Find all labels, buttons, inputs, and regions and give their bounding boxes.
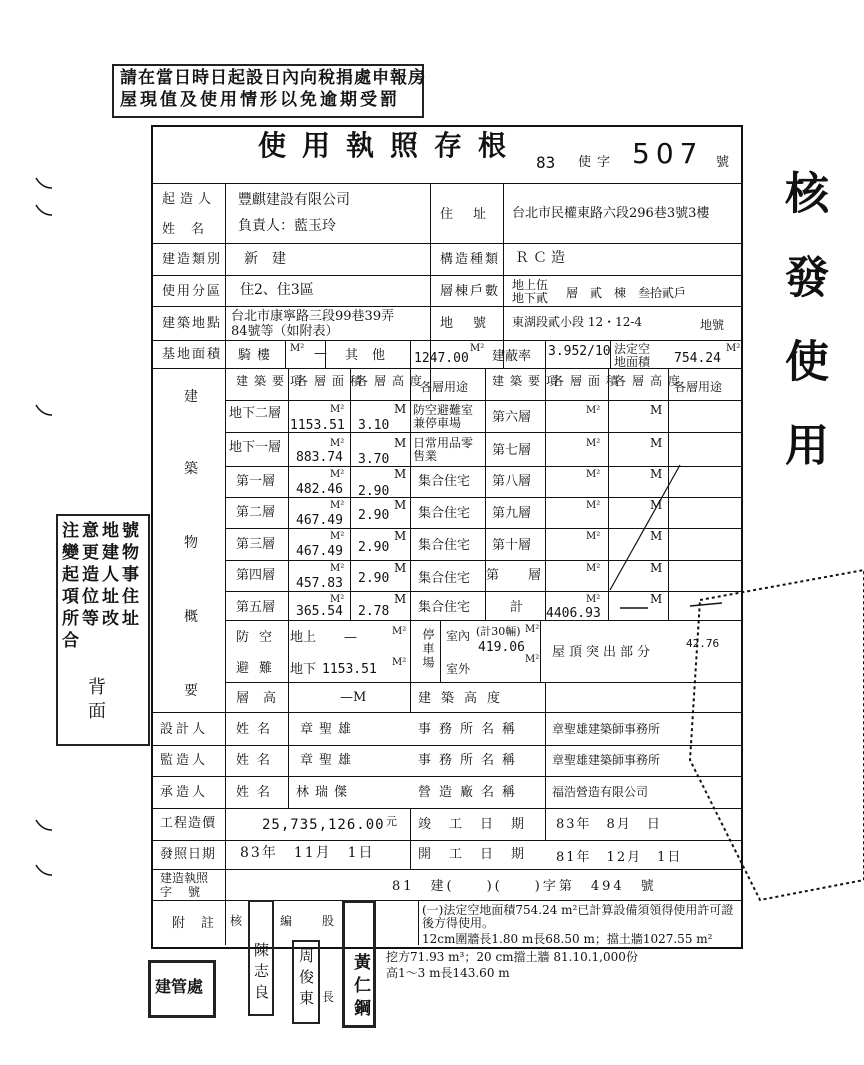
designer-name: 章聖雄 bbox=[300, 722, 358, 737]
floor-name-right: 第十層 bbox=[492, 538, 532, 553]
shelter-below-unit: M² bbox=[392, 657, 407, 668]
floor-name-right: 第九層 bbox=[492, 506, 532, 521]
supervisor-office-label: 事務所名稱 bbox=[418, 753, 524, 768]
floor-name: 地下二層 bbox=[229, 406, 282, 421]
site-value-1: 台北市康寧路三段99巷39弄 bbox=[231, 309, 395, 324]
category-value: 新建 bbox=[244, 251, 300, 267]
site-value-2: 84號等（如附表） bbox=[231, 324, 339, 339]
remarks-line-2: 12cm圍牆長1.80 m長68.50 m；擋土牆1027.55 m² bbox=[422, 932, 713, 946]
area-unit: M² bbox=[330, 500, 345, 511]
remarks-line-4: 高1～3 m長143.60 m bbox=[386, 966, 510, 980]
punch-mark bbox=[36, 820, 52, 830]
floor-name: 地下一層 bbox=[229, 440, 282, 455]
floor-name-right: 第八層 bbox=[492, 474, 532, 489]
tax-notice-line1: 請在當日時日起設日內向稅捐處申報房 bbox=[120, 68, 426, 88]
roof-label: 屋頂突出部分 bbox=[552, 645, 655, 660]
lot-suffix: 地號 bbox=[700, 318, 725, 332]
header-use-right: 各層用途 bbox=[674, 380, 723, 394]
height-unit: M bbox=[394, 561, 407, 575]
height-row-value: —M bbox=[340, 690, 367, 705]
applicant-representative: 負責人：藍玉玲 bbox=[238, 218, 336, 234]
floor-name: 第一層 bbox=[236, 474, 276, 489]
punch-mark bbox=[36, 205, 52, 215]
height-unit: M bbox=[650, 498, 663, 512]
summary-char-2: 築 bbox=[184, 461, 198, 477]
other-value: 1247.00 bbox=[414, 351, 469, 366]
start-date: 81年 12月 1日 bbox=[556, 850, 683, 865]
designer-office-label: 事務所名稱 bbox=[418, 722, 524, 737]
issue-date: 83年 11月 1日 bbox=[240, 845, 375, 861]
shelter-label-b: 避難 bbox=[236, 661, 283, 676]
parking-outdoor-unit: M² bbox=[525, 654, 540, 665]
header-height-right: 各層高度 bbox=[614, 374, 687, 388]
zone-label: 使用分區 bbox=[162, 284, 223, 299]
signoff-chief: 長 bbox=[322, 990, 335, 1004]
license-year: 83 bbox=[536, 153, 556, 172]
floor-area: 467.49 bbox=[296, 544, 343, 559]
area-unit: M² bbox=[330, 563, 345, 574]
height-unit: M bbox=[650, 529, 663, 543]
floor-use: 日常用品零售業 bbox=[413, 436, 474, 463]
total-area: 4406.93 bbox=[546, 606, 601, 621]
floor-area: 482.46 bbox=[296, 482, 343, 497]
floor-name-right: 第七層 bbox=[492, 443, 532, 458]
other-unit: M² bbox=[470, 343, 485, 354]
supervisor-office: 章聖雄建築師事務所 bbox=[552, 753, 661, 767]
summary-char-3: 物 bbox=[184, 535, 198, 551]
summary-char-1: 建 bbox=[184, 389, 198, 405]
floor-name: 第二層 bbox=[236, 505, 276, 520]
floor-use: 集合住宅 bbox=[418, 474, 471, 489]
legal-value: 754.24 bbox=[674, 351, 721, 366]
applicant-address: 台北市民權東路六段296巷3號3樓 bbox=[512, 206, 710, 221]
parking-indoor-label: 室內 bbox=[446, 629, 471, 643]
stamp-smudge bbox=[690, 570, 864, 900]
finish-label: 竣工日期 bbox=[418, 817, 543, 832]
signoff-check: 核 bbox=[230, 914, 243, 928]
license-number: 507 bbox=[632, 137, 704, 170]
signature-name-1: 陳志良 bbox=[252, 942, 270, 1005]
area-unit: M² bbox=[586, 531, 601, 542]
shelter-below-value: 1153.51 bbox=[322, 662, 377, 677]
height-unit: M bbox=[650, 403, 663, 417]
issue-label: 發照日期 bbox=[160, 847, 217, 862]
legal-label-b: 地面積 bbox=[614, 355, 651, 369]
address-label: 住址 bbox=[440, 207, 507, 222]
floor-name: 第五層 bbox=[236, 600, 276, 615]
cost-label: 工程造價 bbox=[160, 816, 217, 831]
area-unit: M² bbox=[330, 594, 345, 605]
contractor-office: 福浩營造有限公司 bbox=[552, 785, 649, 799]
header-use: 各層用途 bbox=[420, 380, 469, 394]
arcade-value: — bbox=[314, 346, 327, 361]
lot-label: 地號 bbox=[440, 316, 507, 331]
license-suffix: 號 bbox=[716, 155, 730, 170]
parking-indoor-unit: M² bbox=[525, 624, 540, 635]
supervisor-name: 章聖雄 bbox=[300, 753, 358, 768]
area-unit: M² bbox=[330, 531, 345, 542]
cost-unit: 元 bbox=[386, 815, 397, 828]
floor-height: 2.90 bbox=[358, 540, 390, 555]
floor-use: 集合住宅 bbox=[418, 506, 471, 521]
header-area-right: 各層面積 bbox=[552, 374, 625, 388]
permit-label-b: 字號 bbox=[160, 885, 217, 899]
coverage-label: 建蔽率 bbox=[492, 349, 532, 364]
floor-height: 3.70 bbox=[358, 452, 390, 467]
floor-name-right: 計 bbox=[510, 600, 524, 615]
height-unit: M bbox=[650, 592, 663, 606]
floor-area: 457.83 bbox=[296, 576, 343, 591]
floor-area: 883.74 bbox=[296, 450, 343, 465]
finish-date: 83年 8月 日 bbox=[556, 817, 662, 832]
shelter-below-label: 地下 bbox=[290, 662, 317, 677]
floor-height: 2.90 bbox=[358, 484, 390, 499]
area-unit: M² bbox=[586, 405, 601, 416]
shelter-above-unit: M² bbox=[392, 626, 407, 637]
floor-area: 467.49 bbox=[296, 513, 343, 528]
header-height: 各層高度 bbox=[356, 374, 429, 388]
right-edge-text: 核發使用 bbox=[777, 170, 828, 506]
structure-value: ＲＣ造 bbox=[515, 250, 569, 266]
remarks-line-3: 挖方71.93 m³；20 cm擋土牆 81.10.1,000份 bbox=[386, 950, 638, 964]
dash-mark bbox=[690, 603, 722, 606]
summary-char-5: 要 bbox=[184, 683, 198, 699]
floor-use: 集合住宅 bbox=[418, 538, 471, 553]
legal-unit: M² bbox=[726, 343, 741, 354]
site-label: 建築地點 bbox=[162, 316, 223, 331]
cost-value: 25,735,126.00 bbox=[262, 817, 385, 833]
building-height-label: 建築高度 bbox=[418, 691, 511, 706]
other-label: 其他 bbox=[345, 348, 400, 363]
contractor-office-label: 營造廠名稱 bbox=[418, 785, 524, 800]
signoff-stock: 股 bbox=[322, 914, 335, 928]
license-word: 使字 bbox=[578, 155, 617, 170]
supervisor-name-label: 姓名 bbox=[236, 753, 279, 768]
floor-use: 集合住宅 bbox=[418, 600, 471, 615]
roof-value: 42.76 bbox=[686, 637, 720, 650]
floors-up: 地上伍 bbox=[512, 278, 549, 292]
summary-char-4: 概 bbox=[184, 609, 198, 625]
height-unit: M bbox=[394, 529, 407, 543]
arcade-label: 騎樓 bbox=[238, 348, 277, 363]
cancel-diagonal bbox=[610, 465, 680, 590]
floors-down: 地下貳 bbox=[512, 291, 549, 305]
height-unit: M bbox=[394, 498, 407, 512]
floors-label: 層棟戶數 bbox=[440, 284, 501, 299]
applicant-label-bottom: 姓名 bbox=[162, 222, 221, 237]
height-unit: M bbox=[650, 561, 663, 575]
tax-notice-line2: 屋現值及使用情形以免逾期受罰 bbox=[120, 90, 400, 110]
signature-name-2: 周俊東 bbox=[297, 948, 315, 1011]
coverage-value: 3.952/10 bbox=[548, 344, 611, 359]
signoff-edit: 編 bbox=[280, 914, 293, 928]
height-unit: M bbox=[394, 436, 407, 450]
structure-label: 構造種類 bbox=[440, 252, 501, 267]
floor-name-right: 第 層 bbox=[486, 568, 550, 583]
area-unit: M² bbox=[330, 438, 345, 449]
header-items-right: 建築要項 bbox=[492, 374, 565, 388]
contractor-name-label: 姓名 bbox=[236, 785, 279, 800]
floor-name-right: 第六層 bbox=[492, 410, 532, 425]
height-unit: M bbox=[394, 467, 407, 481]
floor-height: 2.78 bbox=[358, 604, 390, 619]
floor-name: 第四層 bbox=[236, 568, 276, 583]
area-label: 基地面積 bbox=[162, 347, 223, 362]
applicant-label-top: 起造人 bbox=[162, 192, 217, 207]
contractor-role: 承造人 bbox=[160, 785, 209, 800]
floor-height: 2.90 bbox=[358, 571, 390, 586]
page-title: 使用執照存根 bbox=[258, 129, 523, 162]
punch-mark bbox=[36, 178, 52, 188]
parking-indoor-value: (計30輛) bbox=[476, 625, 521, 638]
floor-use: 集合住宅 bbox=[418, 571, 471, 586]
zone-value: 住2、住3區 bbox=[240, 282, 314, 298]
designer-office: 章聖雄建築師事務所 bbox=[552, 722, 661, 736]
remarks-label: 附註 bbox=[172, 916, 231, 931]
side-note-text: 注意地號變更建物起造人事項位址住所等改址合 bbox=[62, 521, 142, 651]
supervisor-role: 監造人 bbox=[160, 753, 209, 768]
parking-indoor-area: 419.06 bbox=[478, 640, 525, 655]
shelter-above-label: 地上 bbox=[290, 630, 317, 645]
floors-value: 層 貳 棟 叁拾貳戶 bbox=[566, 286, 687, 300]
shelter-label-a: 防空 bbox=[236, 630, 283, 645]
area-unit: M² bbox=[586, 594, 601, 605]
designer-role: 設計人 bbox=[160, 722, 209, 737]
area-unit: M² bbox=[586, 500, 601, 511]
height-unit: M bbox=[394, 592, 407, 606]
area-unit: M² bbox=[586, 438, 601, 449]
permit-value: 81 建( )( )字第 494 號 bbox=[392, 879, 657, 894]
punch-mark bbox=[36, 865, 52, 875]
punch-mark bbox=[36, 405, 52, 415]
floor-area: 1153.51 bbox=[290, 418, 345, 433]
contractor-name: 林瑞傑 bbox=[296, 785, 354, 800]
area-unit: M² bbox=[586, 563, 601, 574]
shelter-above-value: — bbox=[344, 630, 357, 645]
permit-label-a: 建造執照 bbox=[160, 871, 209, 885]
designer-name-label: 姓名 bbox=[236, 722, 279, 737]
height-unit: M bbox=[650, 436, 663, 450]
floor-height: 3.10 bbox=[358, 418, 390, 433]
side-note-back: 背面 bbox=[88, 677, 112, 722]
category-label: 建造類別 bbox=[162, 252, 223, 267]
floor-height: 2.90 bbox=[358, 508, 390, 523]
header-items: 建築要項 bbox=[236, 374, 309, 388]
area-unit: M² bbox=[330, 404, 345, 415]
applicant-company: 豐麒建設有限公司 bbox=[238, 192, 350, 208]
area-unit: M² bbox=[330, 469, 345, 480]
header-area: 各層面積 bbox=[296, 374, 369, 388]
parking-label: 停車場 bbox=[421, 628, 435, 670]
remarks-line-1: (一)法定空地面積754.24 m²已計算設備須領得使用許可證後方得使用。 bbox=[422, 903, 734, 930]
parking-outdoor-label: 室外 bbox=[446, 662, 471, 676]
area-unit: M² bbox=[586, 469, 601, 480]
floor-name: 第三層 bbox=[236, 537, 276, 552]
legal-label-a: 法定空 bbox=[614, 342, 651, 356]
height-unit: M bbox=[394, 402, 407, 416]
department-seal-text: 建管處 bbox=[155, 977, 204, 996]
height-row-label: 層高 bbox=[236, 691, 291, 706]
floor-area: 365.54 bbox=[296, 604, 343, 619]
arcade-unit: M² bbox=[290, 343, 305, 354]
signature-name-3: 黃仁鋼 bbox=[350, 953, 370, 1022]
height-unit: M bbox=[650, 467, 663, 481]
start-label: 開工日期 bbox=[418, 847, 543, 862]
lot-value: 東湖段貳小段 12・12-4 bbox=[512, 315, 643, 329]
floor-use: 防空避難室兼停車場 bbox=[413, 403, 474, 430]
